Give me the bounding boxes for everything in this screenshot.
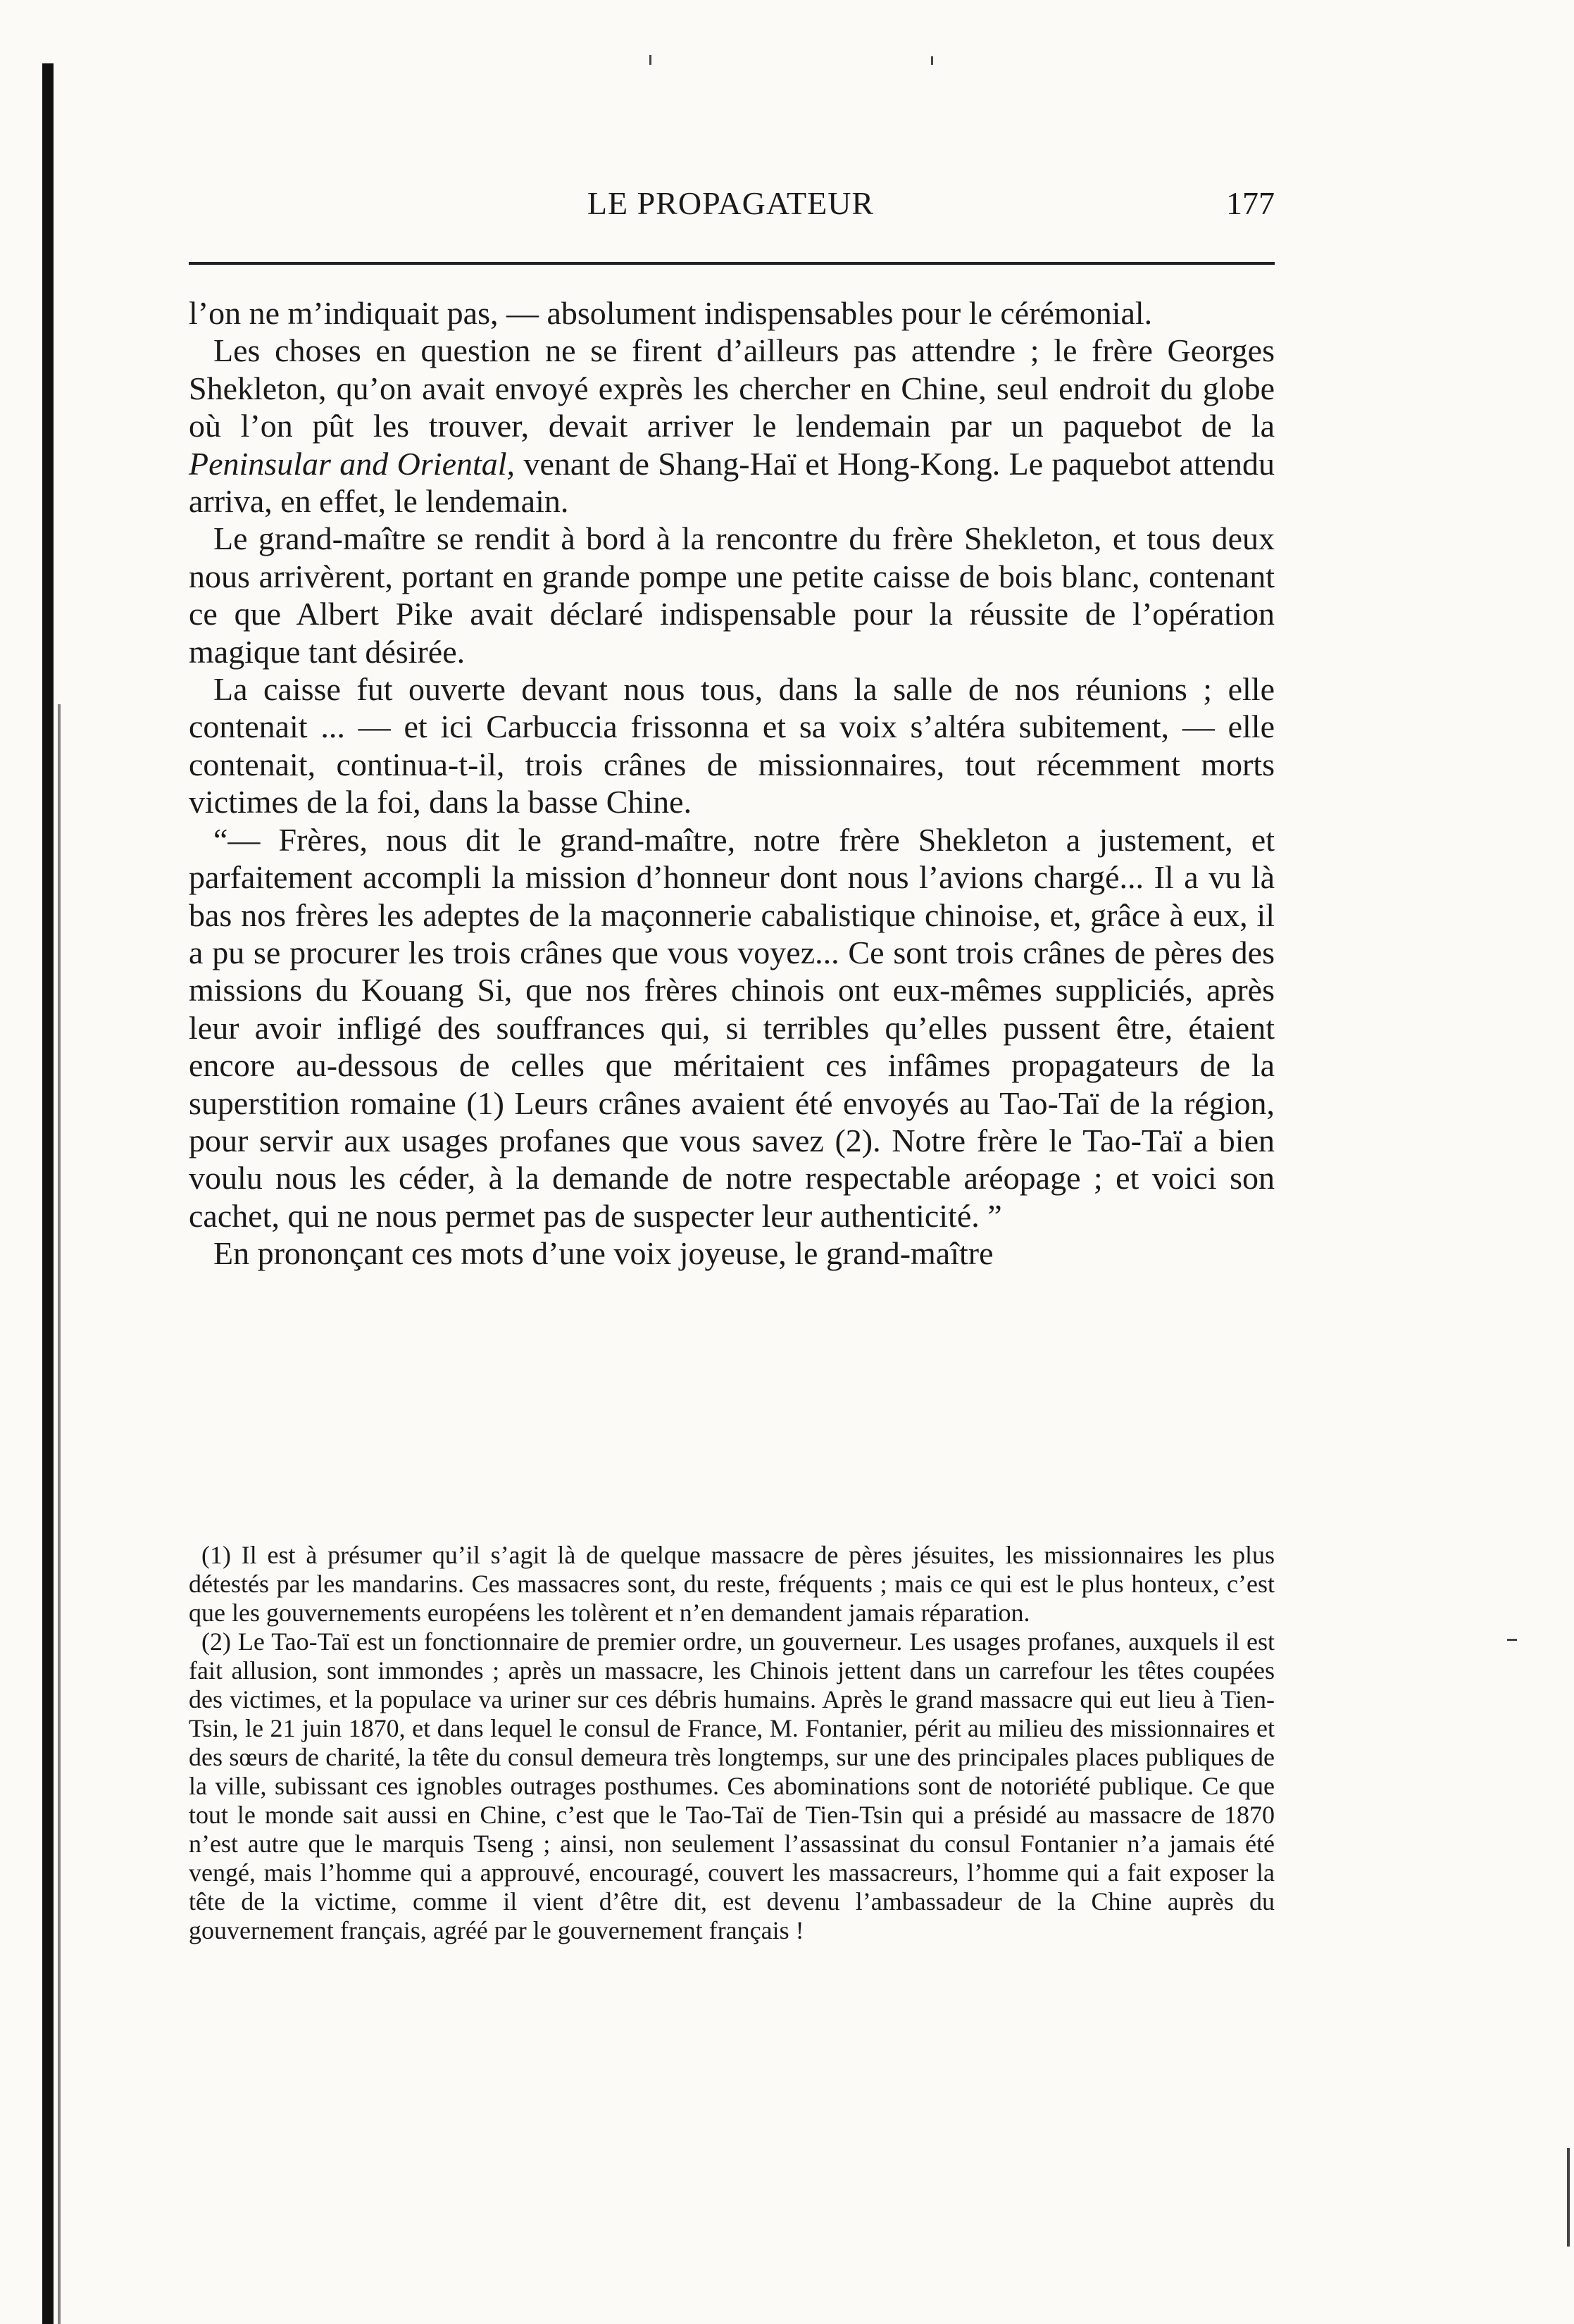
footnote-2: (2) Le Tao-Taï est un fonctionnaire de premier ordre, un gouverneur. Les usages profanes, auxquels il est fait allusion, sont immondes ; après un massacre, les Chinois jettent dans un carrefour les têtes coupées des victimes, et la populace va uriner sur ces débris humains. Après le grand massacre qui eut lieu à Tien-Tsin, le 21 juin 1870, et dans lequel le consul de France, M. Fontanier, périt au milieu des missionnaires et des sœurs de charité, la tête du consul demeura très longtemps, sur une des principales places publiques de la ville, subissant ces ignobles outrages posthumes. Ces abominations sont de notoriété publique. Ce que tout le monde sait aussi en Chine, c’est que le Tao-Taï de Tien-Tsin qui a présidé au massacre de 1870 n’est autre que le marquis Tseng ; ainsi, non seulement l’assassinat du consul Fontanier n’a jamais été vengé, mais l’homme qui a approuvé, encouragé, couvert les massacreurs, l’homme qui a fait exposer la tête de la victime, comme il vient d’être dit, est devenu l’ambassadeur de la Chine auprès du gouvernement français, agréé par le gouvernement français ! [189, 1628, 1275, 1944]
scan-speck [649, 55, 651, 65]
header-rule [189, 262, 1275, 265]
paragraph: En prononçant ces mots d’une voix joyeuse, le grand-maître [213, 1235, 994, 1272]
paragraph: La caisse fut ouverte devant nous tous, dans la salle de nos réunions ; elle contenait ... — et ici Carbuccia frissonna et sa voix s’altéra subitement, — elle contenait, continua-t-il, trois crânes de missionnaires, tout récemment morts victimes de la foi, dans la basse Chine. [189, 671, 1275, 820]
footnote-1: (1) Il est à présumer qu’il s’agit là de quelque massacre de pères jésuites, les missionnaires les plus détestés par les mandarins. Ces massacres sont, du reste, fréquents ; mais ce qui est le plus honteux, c’est que les gouvernements européens les tolèrent et n’en demandent jamais réparation. [189, 1541, 1275, 1627]
ship-line-name: Peninsular and Oriental, [189, 445, 516, 482]
paragraph: Le grand-maître se rendit à bord à la rencontre du frère Shekleton, et tous deux nous arrivèrent, portant en grande pompe une petite caisse de bois blanc, contenant ce que Albert Pike avait déclaré indispensable pour la réussite de l’opération magique tant désirée. [189, 520, 1275, 670]
page-header [187, 185, 1275, 234]
paragraph: l’on ne m’indiquait pas, — absolument indispensables pour le cérémonial. [189, 295, 1153, 331]
paragraph [189, 332, 1275, 520]
running-title: LE PROPAGATEUR [587, 185, 875, 221]
paragraph-text: venant de Shang-Haï et Hong-Kong. Le paquebot attendu arriva, en effet, le lendemain. [189, 445, 1275, 520]
page-number: 177 [1226, 185, 1275, 221]
scan-speck [1567, 2148, 1570, 2247]
page-binding-shadow [42, 63, 54, 2324]
paragraph: “— Frères, nous dit le grand-maître, notre frère Shekleton a justement, et parfaitement accompli la mission d’honneur dont nous l’avions chargé... Il a vu là bas nos frères les adeptes de la maçonnerie cabalistique chinoise, et, grâce à eux, il a pu se procurer les trois crânes que vous voyez... Ce sont trois crânes de pères des missions du Kouang Si, que nos frères chinois ont eux-mêmes suppliciés, après leur avoir infligé des souffrances qui, si terribles qu’elles pussent être, étaient encore au-dessous de celles que méritaient ces infâmes propagateurs de la superstition romaine (1) Leurs crânes avaient été envoyés au Tao-Taï de la région, pour servir aux usages profanes que vous savez (2). Notre frère le Tao-Taï a bien voulu nous les céder, à la demande de notre respectable aréopage ; et voici son cachet, qui ne nous permet pas de suspecter leur authenticité. ” [189, 821, 1275, 1234]
body-text [189, 294, 1275, 1273]
scan-speck [1507, 1639, 1517, 1641]
page-binding-edge [58, 704, 61, 2324]
paragraph-text: Les choses en question ne se firent d’ailleurs pas attendre ; le frère Georges Shekleton, qu’on avait envoyé exprès les chercher en Chine, seul endroit du globe où l’on pût les trouver, devait arriver le lendemain par un paquebot de la [189, 332, 1275, 444]
footnotes [189, 1541, 1275, 1945]
scan-speck [931, 56, 933, 65]
